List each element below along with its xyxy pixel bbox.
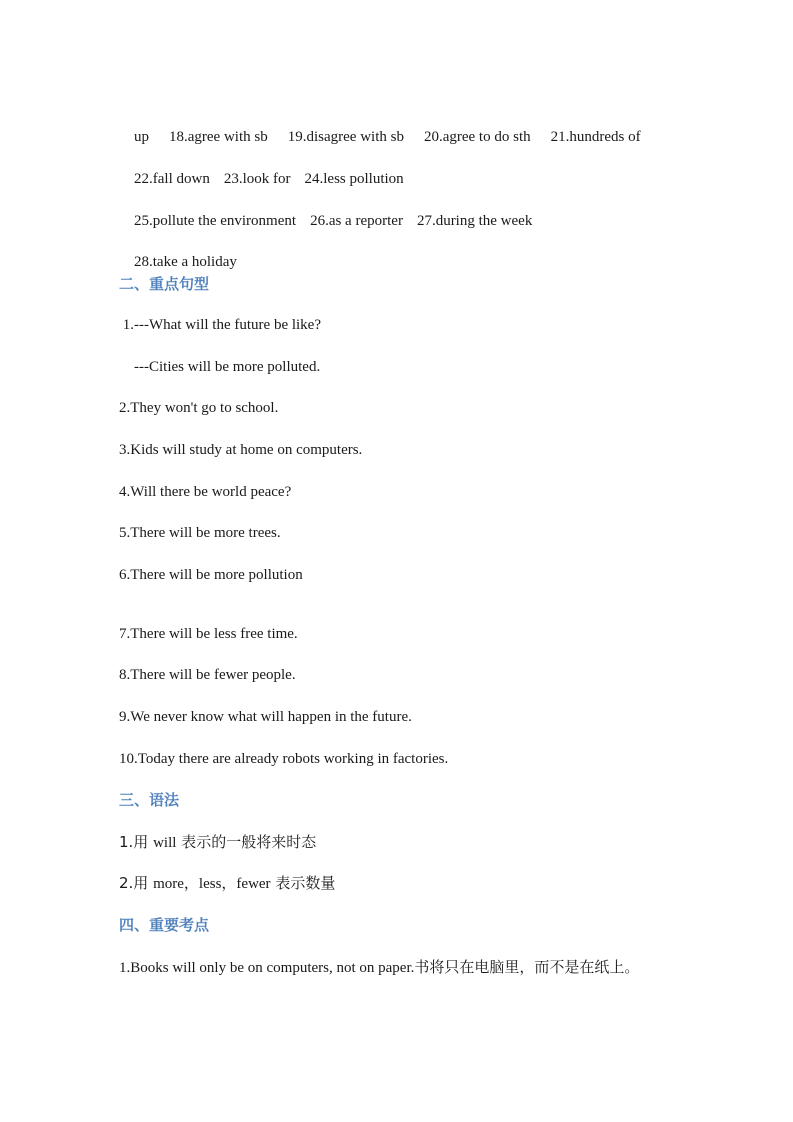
vocab-phrase: 28.take a holiday [134, 254, 237, 270]
section-heading-grammar: 三、语法 [119, 791, 180, 809]
sentence-item: 9.We never know what will happen in the future. [119, 709, 412, 725]
sentence-item: ---Cities will be more polluted. [119, 359, 321, 375]
sentence-item: 7.There will be less free time. [119, 626, 298, 642]
grammar-item-1 [119, 832, 316, 853]
grammar-item-prefix: 2.用 [119, 874, 154, 892]
sentence-item: 2.They won't go to school. [119, 400, 279, 416]
key-point-chinese: 书将只在电脑里，而不是在纸上。 [414, 958, 640, 976]
sentence-item: 6.There will be more pollution [119, 567, 303, 583]
sentence-item: 10.Today there are already robots working in factories. [119, 751, 449, 767]
vocab-phrase: 19.disagree with sb [287, 129, 404, 145]
vocab-phrase: 24.less pollution [304, 171, 404, 187]
grammar-item-term: more，less，fewer [153, 876, 271, 892]
sentence-item: 5.There will be more trees. [119, 525, 281, 541]
vocab-phrase: 23.look for [223, 171, 291, 187]
vocab-phrase: 26.as a reporter [310, 213, 403, 229]
vocab-phrase: 21.hundreds of [550, 129, 641, 145]
grammar-item-prefix: 1.用 [119, 833, 154, 851]
sentence-item: 1.---What will the future be like? [119, 317, 322, 333]
vocab-phrase: 18.agree with sb [169, 129, 268, 145]
vocab-phrase: 27.during the week [416, 213, 533, 229]
vocab-phrase: 25.pollute the environment [134, 213, 297, 229]
sentence-item: 4.Will there be world peace? [119, 484, 292, 500]
section-heading-key-sentences: 二、重点句型 [119, 275, 210, 293]
grammar-item-2 [119, 873, 335, 894]
key-point-english: 1.Books will only be on computers, not on paper. [119, 960, 415, 976]
sentence-item: 8.There will be fewer people. [119, 667, 296, 683]
vocab-phrase: up [134, 129, 149, 145]
vocab-phrase: 22.fall down [134, 171, 210, 187]
grammar-item-suffix: 表示数量 [270, 874, 336, 892]
key-point-item-1 [119, 957, 639, 978]
vocab-phrase: 20.agree to do sth [423, 129, 531, 145]
grammar-item-suffix: 表示的一般将来时态 [176, 833, 317, 851]
sentence-item: 3.Kids will study at home on computers. [119, 442, 363, 458]
section-heading-key-points: 四、重要考点 [119, 916, 210, 934]
grammar-item-term: will [153, 835, 177, 851]
